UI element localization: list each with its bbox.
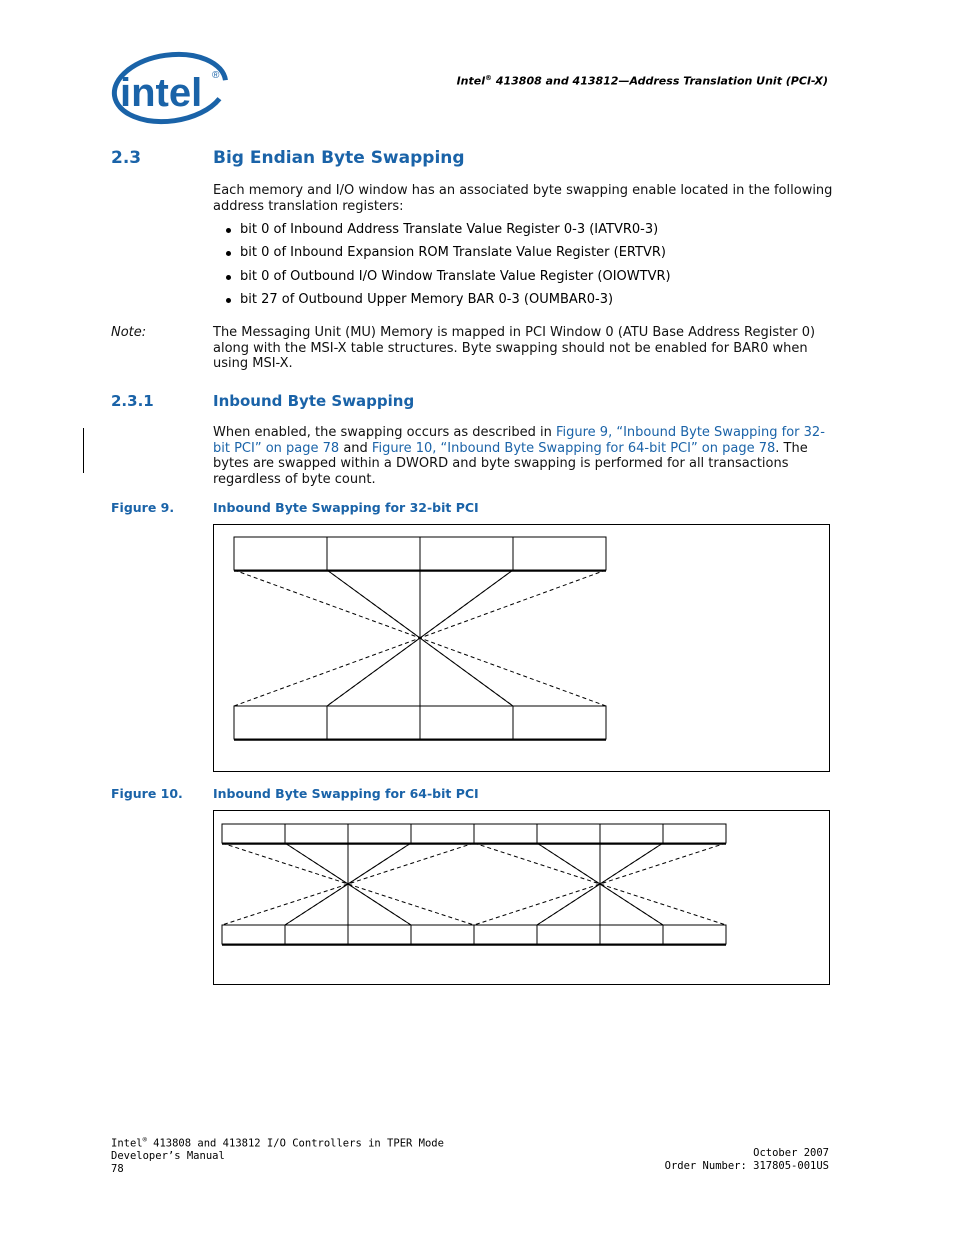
change-bar (83, 428, 84, 473)
subsection-number: 2.3.1 (111, 392, 154, 410)
figure9-title: Inbound Byte Swapping for 32-bit PCI (213, 500, 479, 515)
bottom-byte-cell (285, 925, 348, 944)
top-byte-cell (600, 824, 663, 843)
top-byte-cell (222, 824, 285, 843)
figure10-title: Inbound Byte Swapping for 64-bit PCI (213, 786, 479, 801)
note-text: The Messaging Unit (MU) Memory is mapped in PCI Window 0 (ATU Base Address Register 0) along with the MSI-X table structures. Byte swapping should not be enabled for BAR0 when using MSI-X. (213, 325, 816, 371)
bottom-byte-cell (513, 706, 606, 739)
bottom-byte-cell (663, 925, 726, 944)
top-byte-cell (513, 537, 606, 570)
top-byte-cell (411, 824, 474, 843)
figure9-svg (214, 525, 829, 771)
figure9-diagram (213, 524, 830, 772)
figure10-diagram (213, 810, 830, 985)
footer-date: October 2007 (753, 1147, 829, 1159)
bottom-byte-cell (411, 925, 474, 944)
footer-right (665, 1147, 829, 1172)
top-byte-cell (420, 537, 513, 570)
figure10-link[interactable]: Figure 10, “Inbound Byte Swapping for 64-bit PCI” on page 78 (371, 440, 776, 456)
register-list (213, 222, 833, 315)
bottom-byte-cell (537, 925, 600, 944)
bottom-byte-cell (420, 706, 513, 739)
top-byte-cell (234, 537, 327, 570)
figure9-label: Figure 9. (111, 500, 175, 515)
bottom-byte-cell (327, 706, 420, 739)
running-header: Intel® 413808 and 413812—Address Translation Unit (PCI-X) (456, 74, 828, 88)
footer-left: Intel® 413808 and 413812 I/O Controllers in TPER Mode Developer’s Manual 78 (111, 1136, 444, 1175)
intel-logo (108, 50, 228, 130)
top-byte-cell (285, 824, 348, 843)
top-byte-cell (663, 824, 726, 843)
bottom-byte-cell (348, 925, 411, 944)
footer-manual: Developer’s Manual (111, 1150, 225, 1162)
page-number: 78 (111, 1162, 124, 1175)
bottom-byte-cell (600, 925, 663, 944)
top-byte-cell (348, 824, 411, 843)
bottom-byte-cell (222, 925, 285, 944)
top-byte-cell (474, 824, 537, 843)
list-item: bit 0 of Outbound I/O Window Translate Value Register (OIOWTVR) (213, 269, 833, 292)
top-byte-cell (537, 824, 600, 843)
subsection-title: Inbound Byte Swapping (213, 392, 415, 410)
top-byte-cell (327, 537, 420, 570)
section-intro: Each memory and I/O window has an associated byte swapping enable located in the following address translation registers: (213, 183, 833, 214)
order-number: Order Number: 317805-001US (664, 1159, 829, 1172)
figure10-svg (214, 811, 829, 984)
registered-mark: ® (212, 70, 220, 81)
intel-logo-wordmark: intel (120, 71, 203, 115)
list-item: bit 27 of Outbound Upper Memory BAR 0-3 (OUMBAR0-3) (213, 292, 833, 315)
figure9-link[interactable]: Figure 9, “Inbound Byte Swapping for 32-bit PCI” on page 78 (213, 425, 825, 456)
subsection-paragraph: When enabled, the swapping occurs as described in Figure 9, “Inbound Byte Swapping for 32-bit PCI” on page 78 and Figure 10, “Inbound Byte Swapping for 64-bit PCI” on page 78. The bytes are swapped within a DWORD and byte swapping is performed for all transactions regardless of byte count. (213, 425, 825, 487)
section-number: 2.3 (111, 148, 142, 168)
list-item: bit 0 of Inbound Expansion ROM Translate Value Register (ERTVR) (213, 245, 833, 268)
bottom-byte-cell (234, 706, 327, 739)
list-item: bit 0 of Inbound Address Translate Value Register 0-3 (IATVR0-3) (213, 222, 833, 245)
note-label: Note: (111, 325, 147, 340)
section-title: Big Endian Byte Swapping (213, 148, 465, 168)
bottom-byte-cell (474, 925, 537, 944)
figure10-label: Figure 10. (111, 786, 183, 801)
